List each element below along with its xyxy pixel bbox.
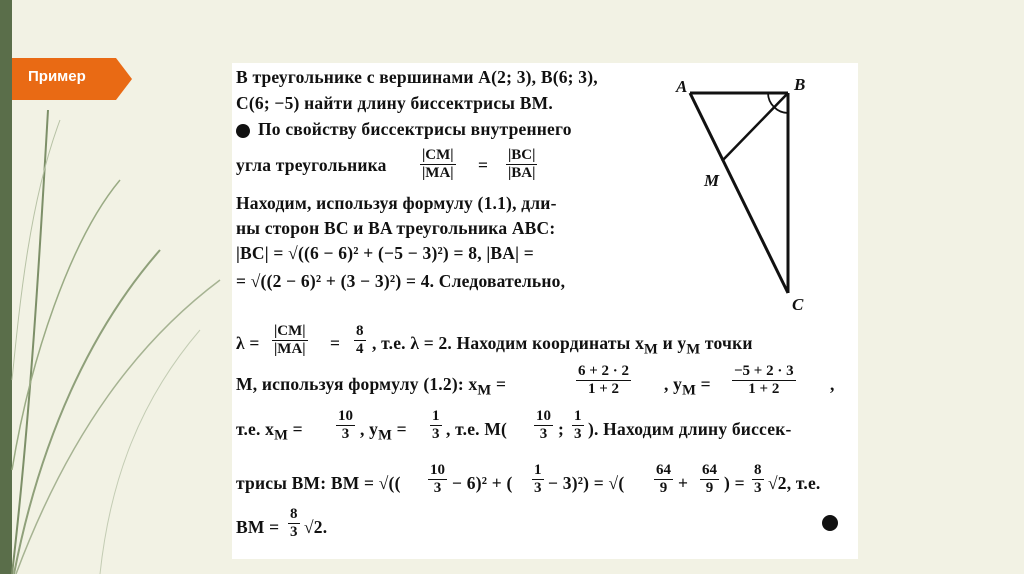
subscript-m: M <box>477 382 492 399</box>
fraction-num: 64 <box>656 462 671 478</box>
fraction-den: 1 + 2 <box>748 381 780 397</box>
fraction-num: 8 <box>290 506 298 522</box>
fraction-num: 8 <box>356 323 364 339</box>
fraction-num: −5 + 2 · 3 <box>734 363 794 379</box>
line-12-mid2: − 3)²) = √( <box>548 473 625 493</box>
fraction-den: 3 <box>432 426 440 442</box>
fraction-num: 10 <box>338 408 353 424</box>
end-of-solution-bullet <box>822 515 838 531</box>
result-value: √2. <box>304 517 328 537</box>
line-11-end: ). Находим длину биссек- <box>588 419 792 439</box>
equals-sign: = <box>696 374 711 394</box>
side-ac <box>690 93 788 293</box>
content-image <box>232 63 858 559</box>
solution-line-4: угла треугольника <box>236 155 387 175</box>
fraction-num: |CM| <box>274 323 306 339</box>
badge-label: Пример <box>28 68 86 85</box>
fraction-1-3-b <box>572 408 584 443</box>
vertex-c-label: C <box>792 295 804 314</box>
lambda-label: λ = <box>236 333 260 353</box>
line-11-text: т.е. x <box>236 419 275 439</box>
triangle-figure <box>672 63 858 313</box>
equals-sign: = <box>478 155 489 175</box>
fraction-8-3-b <box>288 506 300 541</box>
fraction-den: 9 <box>705 480 714 496</box>
fraction-cm-ma-2 <box>272 323 308 358</box>
plus-sign: + <box>678 473 689 493</box>
fraction-den: 3 <box>341 426 350 442</box>
semicolon: ; <box>558 419 565 439</box>
fraction-10-3-c <box>428 462 447 497</box>
solution-line-12: трисы BM: BM = √(( <box>236 473 401 493</box>
fraction-num: |CM| <box>422 147 454 163</box>
subscript-m: M <box>686 341 701 358</box>
line-12-eq: ) = <box>724 473 745 493</box>
problem-line-1: В треугольнике с вершинами A(2; 3), B(6; 3), <box>236 67 598 87</box>
fraction-num: 8 <box>754 462 762 478</box>
line-9-text: , т.е. λ = 2. Находим координаты x <box>372 333 645 353</box>
ym-label <box>664 374 711 400</box>
solution-line-9 <box>372 333 753 359</box>
solution-line-11 <box>236 419 303 445</box>
fraction-10-3 <box>336 408 355 443</box>
solution-start-bullet <box>236 124 250 138</box>
subscript-m: M <box>682 382 697 399</box>
fraction-cm-ma <box>420 147 456 182</box>
line-11-ym: , y <box>360 419 379 439</box>
equals-sign: = <box>491 374 507 394</box>
fraction-den: 3 <box>754 480 762 496</box>
fraction-num: 1 <box>534 462 542 478</box>
bisector-bm <box>722 93 788 161</box>
equals-sign: = <box>330 333 341 353</box>
fraction-num: 1 <box>432 408 440 424</box>
fraction-den: 9 <box>659 480 668 496</box>
fraction-den: 3 <box>534 480 542 496</box>
fraction-xm <box>576 363 631 398</box>
fraction-1-3-c <box>532 462 544 497</box>
fraction-64-9 <box>654 462 673 497</box>
fraction-den: |MA| <box>422 165 454 181</box>
comma: , <box>830 374 835 394</box>
fraction-num: 64 <box>702 462 717 478</box>
fraction-den: 4 <box>356 341 364 357</box>
equals-sign: = <box>288 419 303 439</box>
angle-arc-2 <box>774 107 788 113</box>
fraction-den: 3 <box>433 480 442 496</box>
fraction-num: 10 <box>430 462 445 478</box>
line-9-and: и y <box>658 333 687 353</box>
fraction-num: 1 <box>574 408 582 424</box>
solution-line-3: По свойству биссектрисы внутреннего <box>258 119 572 139</box>
line-10-ym: , y <box>664 374 683 394</box>
fraction-den: 3 <box>574 426 582 442</box>
fraction-den: |MA| <box>274 341 306 357</box>
fraction-8-3 <box>752 462 764 497</box>
ym-label-2 <box>360 419 407 445</box>
solution-line-5: Находим, используя формулу (1.1), дли- <box>236 193 557 213</box>
angle-arc-1 <box>768 93 774 107</box>
vertex-a-label: A <box>676 77 688 96</box>
fraction-den: 3 <box>290 524 298 540</box>
subscript-m: M <box>644 341 658 358</box>
vertex-b-label: B <box>794 75 806 94</box>
equals-sign: = <box>392 419 407 439</box>
fraction-den: |BA| <box>508 165 536 181</box>
solution-line-7: |BC| = √((6 − 6)² + (−5 − 3)²) = 8, |BA| = <box>236 243 534 263</box>
subscript-m: M <box>274 427 289 444</box>
point-m-start: , т.е. M( <box>446 419 508 439</box>
subscript-m: M <box>378 427 393 444</box>
line-12-end: √2, т.е. <box>768 473 821 493</box>
problem-line-2: C(6; −5) найти длину биссектрисы BM. <box>236 93 553 113</box>
fraction-den: 3 <box>539 426 548 442</box>
fraction-64-9-b <box>700 462 719 497</box>
fraction-ym <box>732 363 796 398</box>
fraction-8-4 <box>354 323 366 358</box>
fraction-bc-ba <box>506 147 537 182</box>
line-9-end: точки <box>700 333 753 353</box>
fraction-num: |BC| <box>508 147 536 163</box>
line-10-text: M, используя формулу (1.2): x <box>236 374 478 394</box>
fraction-1-3 <box>430 408 442 443</box>
fraction-num: 10 <box>536 408 551 424</box>
result-label: BM = <box>236 517 280 537</box>
fraction-den: 1 + 2 <box>588 381 620 397</box>
fraction-num: 6 + 2 · 2 <box>578 363 630 379</box>
solution-line-10 <box>236 374 506 400</box>
point-m-label: M <box>704 171 720 190</box>
solution-line-6: ны сторон BC и BA треугольника ABC: <box>236 218 556 238</box>
fraction-10-3-b <box>534 408 553 443</box>
solution-line-8: = √((2 − 6)² + (3 − 3)²) = 4. Следовательно, <box>236 271 566 291</box>
line-12-mid: − 6)² + ( <box>452 473 513 493</box>
